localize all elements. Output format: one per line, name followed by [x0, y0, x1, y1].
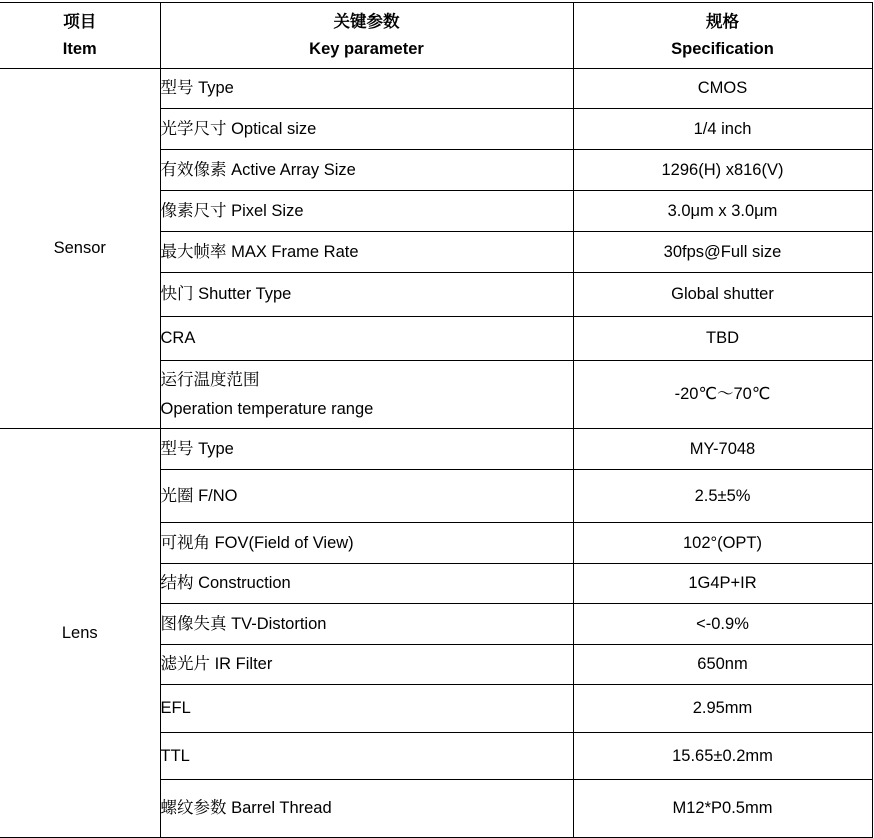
row-value: 3.0μm x 3.0μm [573, 191, 872, 232]
row-key: 快门 Shutter Type [160, 273, 573, 317]
table-row [0, 69, 872, 109]
group-sensor: Sensor [0, 69, 160, 429]
row-value: TBD [573, 317, 872, 361]
row-key: CRA [160, 317, 573, 361]
header-key-en: Key parameter [309, 40, 424, 58]
header-item [0, 3, 160, 69]
row-key: 光学尺寸 Optical size [160, 109, 573, 150]
row-value: CMOS [573, 69, 872, 109]
row-value: 15.65±0.2mm [573, 733, 872, 780]
row-key: 有效像素 Active Array Size [160, 150, 573, 191]
row-key: TTL [160, 733, 573, 780]
row-value: M12*P0.5mm [573, 780, 872, 838]
row-key: EFL [160, 685, 573, 733]
row-value: 650nm [573, 645, 872, 685]
header-spec [573, 3, 872, 69]
row-value: 102°(OPT) [573, 523, 872, 564]
row-value: 2.5±5% [573, 470, 872, 523]
row-key: 最大帧率 MAX Frame Rate [160, 232, 573, 273]
header-key-cn: 关键参数 [333, 12, 400, 31]
table-row [0, 429, 872, 470]
header-spec-en: Specification [671, 40, 774, 58]
row-key: 螺纹参数 Barrel Thread [160, 780, 573, 838]
spec-table [0, 2, 873, 838]
row-key: 可视角 FOV(Field of View) [160, 523, 573, 564]
row-key-line2: Operation temperature range [160, 399, 374, 418]
row-value: -20℃～70℃ [573, 361, 872, 429]
row-value: <-0.9% [573, 604, 872, 645]
header-row [0, 3, 872, 69]
group-lens: Lens [0, 429, 160, 838]
row-key-multiline [160, 361, 573, 429]
row-key-line1: 运行温度范围 [160, 371, 260, 390]
header-item-en: Item [62, 40, 97, 58]
row-value: 1/4 inch [573, 109, 872, 150]
row-key: 滤光片 IR Filter [160, 645, 573, 685]
row-key: 像素尺寸 Pixel Size [160, 191, 573, 232]
row-value: 2.95mm [573, 685, 872, 733]
header-key [160, 3, 573, 69]
header-spec-cn: 规格 [706, 12, 739, 31]
row-value: MY-7048 [573, 429, 872, 470]
row-value: 1G4P+IR [573, 564, 872, 604]
row-key: 光圈 F/NO [160, 470, 573, 523]
row-key: 型号 Type [160, 69, 573, 109]
row-key: 图像失真 TV-Distortion [160, 604, 573, 645]
row-value: 1296(H) x816(V) [573, 150, 872, 191]
row-value: Global shutter [573, 273, 872, 317]
row-value: 30fps@Full size [573, 232, 872, 273]
row-key: 结构 Construction [160, 564, 573, 604]
header-item-cn: 项目 [63, 12, 97, 31]
row-key: 型号 Type [160, 429, 573, 470]
